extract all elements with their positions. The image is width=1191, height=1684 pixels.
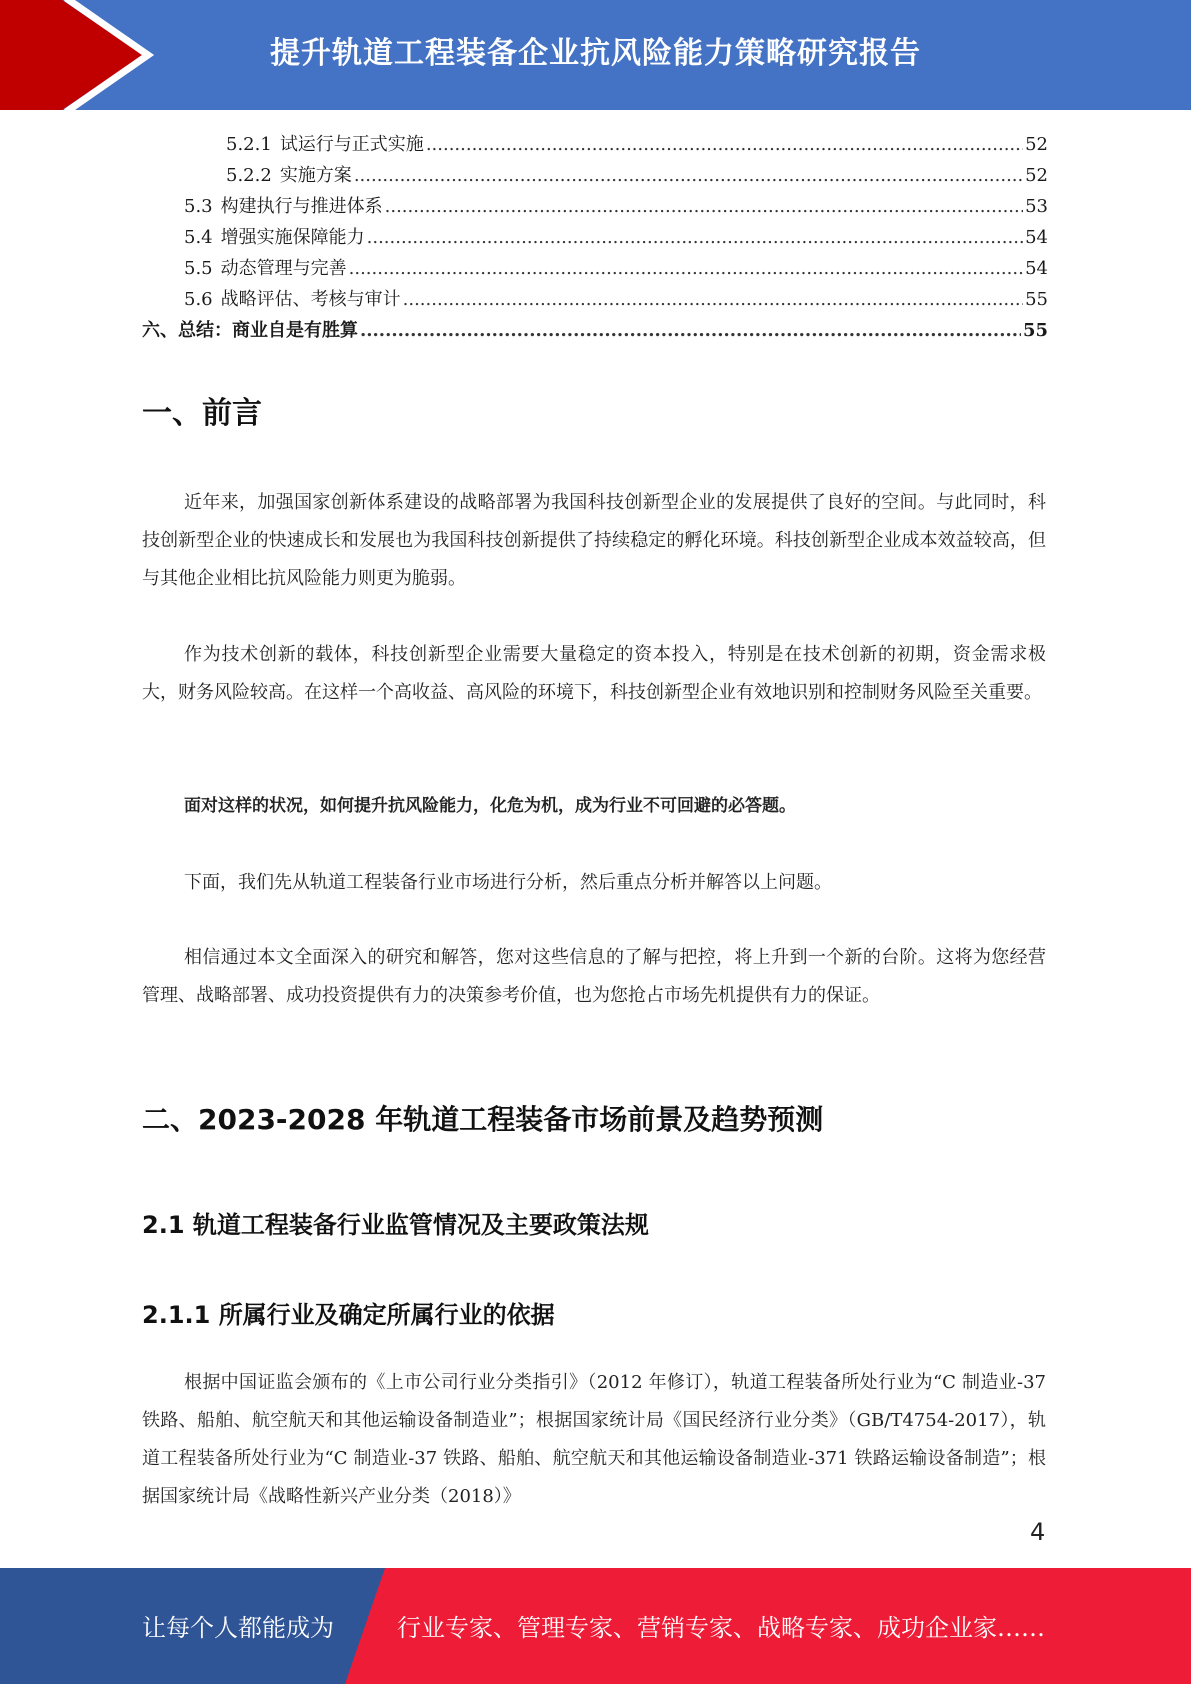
toc-entry-label: 实施方案 <box>279 165 352 186</box>
toc-entry-number: 5.4 <box>184 227 213 248</box>
footer-slogan-left: 让每个人都能成为 <box>142 1614 334 1642</box>
toc-entry[interactable] <box>142 253 1048 284</box>
toc-entry-number: 5.3 <box>184 196 213 217</box>
paragraph: 作为技术创新的载体，科技创新型企业需要大量稳定的资本投入，特别是在技术创新的初期，资金需求极大，财务风险较高。在这样一个高收益、高风险的环境下，科技创新型企业有效地识别和控制财务风险至关重要。 <box>142 644 1046 703</box>
toc-leader-dots <box>360 315 1021 346</box>
paragraph-emphasis: 面对这样的状况，如何提升抗风险能力，化危为机，成为行业不可回避的必答题。 <box>184 796 796 816</box>
section-heading-market: 二、2023-2028 年轨道工程装备市场前景及趋势预测 <box>142 1103 824 1136</box>
paragraph: 根据中国证监会颁布的《上市公司行业分类指引》（2012 年修订），轨道工程装备所处行业为“C 制造业-37 铁路、船舶、航空航天和其他运输设备制造业”；根据国家统计局《国民经济行业分类》（GB/T4754-2017），轨道工程装备所处行业为“C 制造业-37 铁路、船舶、航空航天和其他运输设备制造业-371 铁路运输设备制造”；根据国家统计局《战略性新兴产业分类（2018）》 <box>142 1372 1046 1507</box>
toc-entry-page: 54 <box>1025 258 1048 279</box>
toc-entry[interactable] <box>142 222 1048 253</box>
table-of-contents <box>142 129 1048 346</box>
subsection-heading: 2.1.1 所属行业及确定所属行业的依据 <box>142 1301 555 1329</box>
paragraph: 相信通过本文全面深入的研究和解答，您对这些信息的了解与把控，将上升到一个新的台阶。这将为您经营管理、战略部署、成功投资提供有力的决策参考价值，也为您抢占市场先机提供有力的保证。 <box>142 947 1046 1006</box>
toc-entry[interactable] <box>142 191 1048 222</box>
toc-entry[interactable] <box>142 315 1048 346</box>
header-title: 提升轨道工程装备企业抗风险能力策略研究报告 <box>270 36 921 71</box>
toc-entry-page: 54 <box>1025 227 1048 248</box>
page-footer <box>0 1568 1191 1684</box>
page-header <box>0 0 1191 110</box>
toc-entry-number: 5.2.1 <box>226 134 272 155</box>
paragraph: 近年来，加强国家创新体系建设的战略部署为我国科技创新型企业的发展提供了良好的空间。与此同时，科技创新型企业的快速成长和发展也为我国科技创新提供了持续稳定的孵化环境。科技创新型企业成本效益较高，但与其他企业相比抗风险能力则更为脆弱。 <box>142 492 1046 589</box>
toc-entry[interactable] <box>142 129 1048 160</box>
toc-entry-label: 增强实施保障能力 <box>220 227 365 248</box>
toc-entry-label: 构建执行与推进体系 <box>220 196 383 217</box>
footer-slogan-right: 行业专家、管理专家、营销专家、战略专家、成功企业家…… <box>397 1614 1045 1642</box>
subsection-heading: 2.1 轨道工程装备行业监管情况及主要政策法规 <box>142 1211 649 1239</box>
toc-entry-number: 六、 <box>142 320 178 341</box>
toc-entry-number: 5.2.2 <box>226 165 272 186</box>
toc-leader-dots <box>426 129 1023 160</box>
toc-entry[interactable] <box>142 160 1048 191</box>
toc-entry[interactable] <box>142 284 1048 315</box>
toc-entry-page: 52 <box>1025 134 1048 155</box>
toc-leader-dots <box>349 253 1023 284</box>
toc-leader-dots <box>354 160 1023 191</box>
toc-entry-page: 52 <box>1025 165 1048 186</box>
toc-entry-page: 53 <box>1025 196 1048 217</box>
section-heading-preface: 一、前言 <box>142 396 262 431</box>
toc-entry-label: 总结：商业自是有胜算 <box>178 320 358 341</box>
toc-entry-page: 55 <box>1022 320 1048 341</box>
page-number: 4 <box>1030 1518 1046 1546</box>
toc-leader-dots <box>385 191 1023 222</box>
toc-entry-number: 5.5 <box>184 258 213 279</box>
toc-entry-page: 55 <box>1025 289 1048 310</box>
toc-leader-dots <box>403 284 1023 315</box>
paragraph: 下面，我们先从轨道工程装备行业市场进行分析，然后重点分析并解答以上问题。 <box>184 872 832 893</box>
toc-entry-number: 5.6 <box>184 289 213 310</box>
toc-leader-dots <box>367 222 1023 253</box>
toc-entry-label: 试运行与正式实施 <box>279 134 424 155</box>
toc-entry-label: 战略评估、考核与审计 <box>220 289 401 310</box>
toc-entry-label: 动态管理与完善 <box>220 258 347 279</box>
